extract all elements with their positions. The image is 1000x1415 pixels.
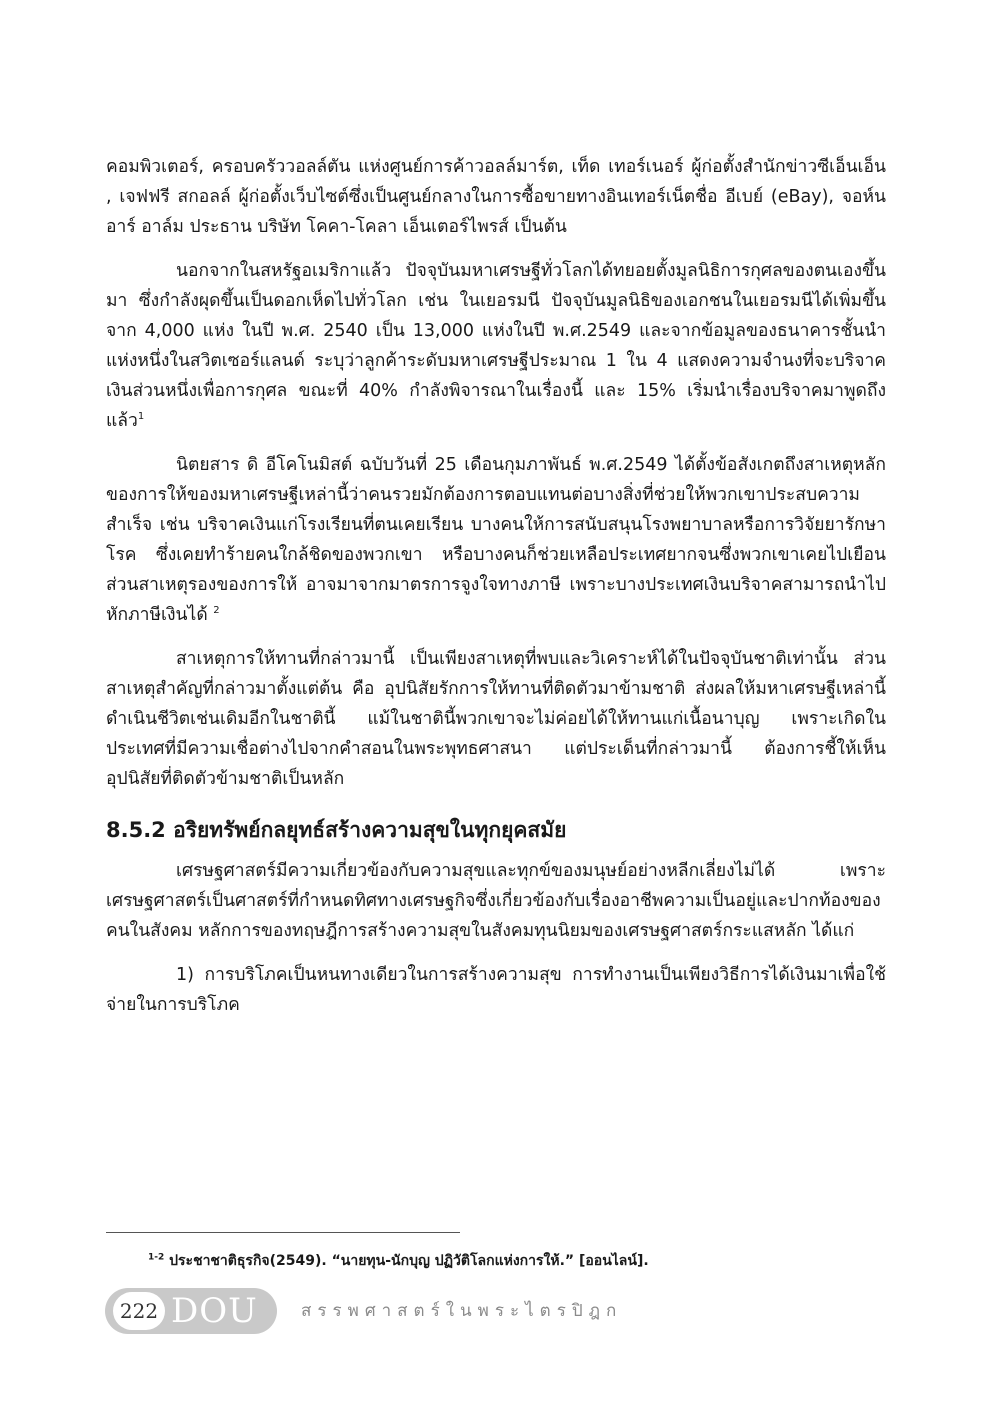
page-number: 222 xyxy=(119,1299,159,1323)
footnote-ref-1[interactable]: 1 xyxy=(137,411,145,423)
paragraph-1: คอมพิวเตอร์, ครอบครัววอลล์ตัน แห่งศูนย์การค้าวอลล์มาร์ต, เท็ด เทอร์เนอร์ ผู้ก่อตั้งสำนักข่าวซีเอ็นเอ็น , เจฟฟรี สกอลล์ ผู้ก่อตั้งเว็บไซต์ซึ่งเป็นศูนย์กลางในการซื้อขายทางอินเทอร์เน็ตชื่อ อีเบย์ (eBay), จอห์น อาร์ อาล์ม ประธาน บริษัท โคคา-โคลา เอ็นเตอร์ไพรส์ เป็นต้น xyxy=(106,157,886,237)
footnote xyxy=(148,1250,888,1272)
footnote-divider xyxy=(106,1232,460,1233)
footnote-ref-2[interactable]: 2 xyxy=(213,605,220,617)
section-heading: 8.5.2 อริยทรัพย์กลยุทธ์สร้างความสุขในทุกยุคสมัย xyxy=(106,818,567,842)
paragraph-3: นิตยสาร ดิ อีโคโนมิสต์ ฉบับวันที่ 25 เดือนกุมภาพันธ์ พ.ศ.2549 ได้ตั้งข้อสังเกตถึงสาเหตุหลักของการให้ของมหาเศรษฐีเหล่านี้ว่าคนรวยมักต้องการตอบแทนต่อบางสิ่งที่ช่วยให้พวกเขาประสบความสำเร็จ เช่น บริจาคเงินแก่โรงเรียนที่ตนเคยเรียน บางคนให้การสนับสนุนโรงพยาบาลหรือการวิจัยยารักษาโรค ซึ่งเคยทำร้ายคนใกล้ชิดของพวกเขา หรือบางคนก็ช่วยเหลือประเทศยากจนซึ่งพวกเขาเคยไปเยือน ส่วนสาเหตุรองของการให้ อาจมาจากมาตรการจูงใจทางภาษี เพราะบางประเทศเงินบริจาคสามารถนำไปหักภาษีเงินได้ $^2$ xyxy=(106,455,886,625)
body-text xyxy=(106,152,886,1034)
footnote-marker: 1-2 xyxy=(148,1252,165,1263)
book-title: สรรพศาสตร์ในพระไตรปิฎก xyxy=(301,1301,623,1321)
paragraph-2: นอกจากในสหรัฐอเมริกาแล้ว ปัจจุบันมหาเศรษฐีทั่วโลกได้ทยอยตั้งมูลนิธิการกุศลของตนเองขึ้นมา ซึ่งกำลังผุดขึ้นเป็นดอกเห็ดไปทั่วโลก เช่น ในเยอรมนี ปัจจุบันมูลนิธิของเอกชนในเยอรมนีได้เพิ่มขึ้นจาก 4,000 แห่ง ในปี พ.ศ. 2540 เป็น 13,000 แห่งในปี พ.ศ.2549 และจากข้อมูลของธนาคารชั้นนำแห่งหนึ่งในสวิตเซอร์แลนด์ ระบุว่าลูกค้าระดับมหาเศรษฐีประมาณ 1 ใน 4 แสดงความจำนงที่จะบริจาคเงินส่วนหนึ่งเพื่อการกุศล ขณะที่ 40% กำลังพิจารณาในเรื่องนี้ และ 15% เริ่มนำเรื่องบริจาคมาพูดถึงแล้ว$^1$ xyxy=(106,261,886,431)
footnote-text: ประชาชาติธุรกิจ(2549). “นายทุน-นักบุญ ปฏิวัติโลกแห่งการให้.” [ออนไลน์]. xyxy=(169,1253,649,1269)
section-paragraph-2: 1) การบริโภคเป็นหนทางเดียวในการสร้างความสุข การทำงานเป็นเพียงวิธีการได้เงินมาเพื่อใช้จ่ายในการบริโภค xyxy=(106,965,886,1015)
section-paragraph-1: เศรษฐศาสตร์มีความเกี่ยวข้องกับความสุขและทุกข์ของมนุษย์อย่างหลีกเลี่ยงไม่ได้ เพราะเศรษฐศาสตร์เป็นศาสตร์ที่กำหนดทิศทางเศรษฐกิจซึ่งเกี่ยวข้องกับเรื่องอาชีพความเป็นอยู่และปากท้องของคนในสังคม หลักการของทฤษฎีการสร้างความสุขในสังคมทุนนิยมของเศรษฐศาสตร์กระแสหลัก ได้แก่ xyxy=(106,861,886,941)
footer-badge xyxy=(105,1288,277,1334)
page-footer xyxy=(105,1288,705,1336)
paragraph-4: สาเหตุการให้ทานที่กล่าวมานี้ เป็นเพียงสาเหตุที่พบและวิเคราะห์ได้ในปัจจุบันชาติเท่านั้น ส่วนสาเหตุสำคัญที่กล่าวมาตั้งแต่ต้น คือ อุปนิสัยรักการให้ทานที่ติดตัวมาข้ามชาติ ส่งผลให้มหาเศรษฐีเหล่านี้ดำเนินชีวิตเช่นเดิมอีกในชาตินี้ แม้ในชาตินี้พวกเขาจะไม่ค่อยได้ให้ทานแก่เนื้อนาบุญ เพราะเกิดในประเทศที่มีความเชื่อต่างไปจากคำสอนในพระพุทธศาสนา แต่ประเด็นที่กล่าวมานี้ ต้องการชี้ให้เห็นอุปนิสัยที่ติดตัวข้ามชาติเป็นหลัก xyxy=(106,649,886,789)
dou-logo: DOU xyxy=(171,1291,258,1331)
